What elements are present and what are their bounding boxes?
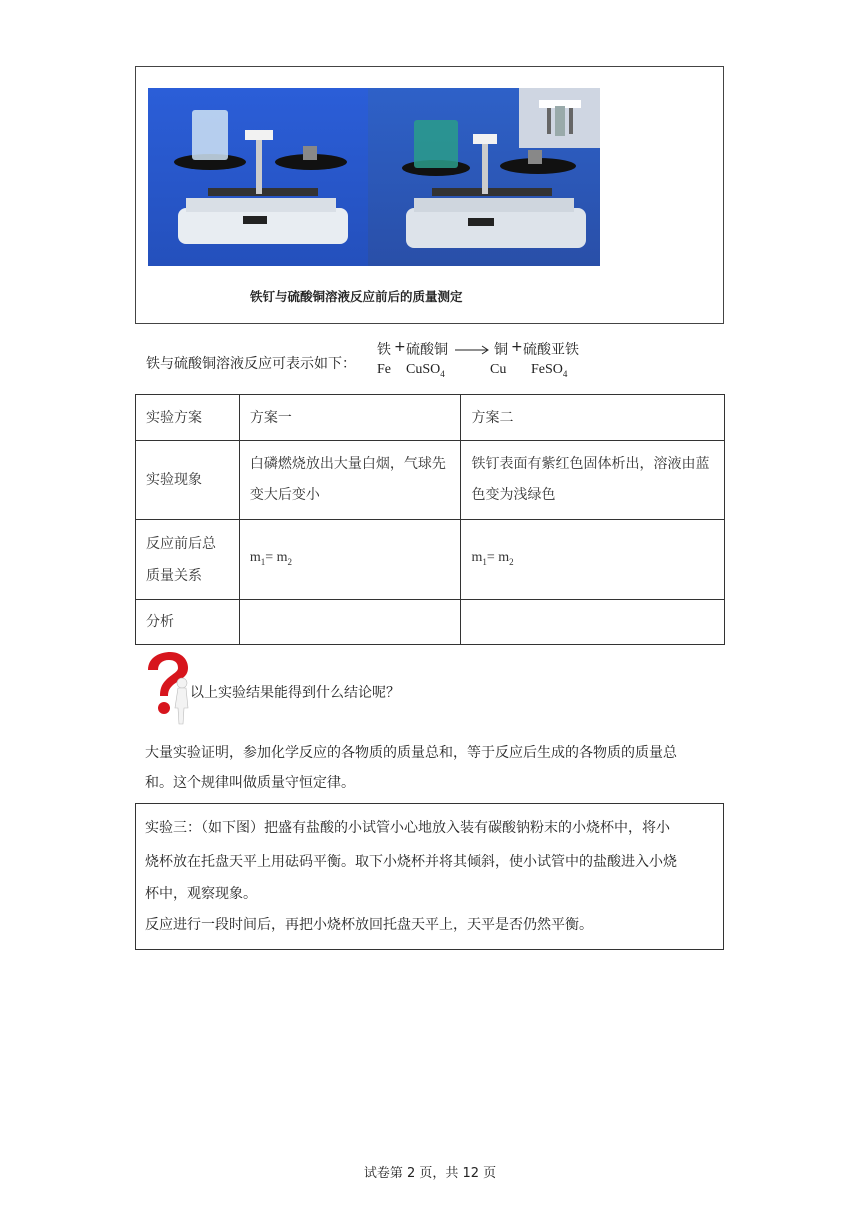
experiment-table [135, 394, 725, 645]
balance-photo [148, 88, 600, 266]
word-plus-1: + [394, 339, 406, 355]
row-label: 分析 [136, 600, 240, 645]
conclusion-line-2: 和。这个规律叫做质量守恒定律。 [145, 775, 355, 791]
row-label: 实验方案 [136, 395, 240, 441]
word-copper: 铜 [494, 342, 508, 358]
table-cell: 白磷燃烧放出大量白烟，气球先变大后变小 [239, 441, 461, 520]
word-iron: 铁 [377, 342, 391, 358]
question-mark-icon [142, 650, 192, 726]
page-footer: 试卷第 2 页，共 12 页 [363, 1166, 497, 1181]
table-cell: 方案二 [461, 395, 725, 441]
experiment3-line-1: 实验三：（如下图）把盛有盐酸的小试管小心地放入装有碳酸钠粉末的小烧杯中，将小 [145, 820, 670, 836]
table-row [136, 600, 725, 645]
table-cell: 铁钉表面有紫红色固体析出，溶液由蓝色变为浅绿色 [461, 441, 725, 520]
table-cell [239, 520, 461, 600]
equation-intro: 铁与硫酸铜溶液反应可表示如下： [146, 356, 356, 372]
conclusion-line-1: 大量实验证明，参加化学反应的各物质的质量总和，等于反应后生成的各物质的质量总 [145, 745, 677, 761]
experiment3-line-4: 反应进行一段时间后，再把小烧杯放回托盘天平上，天平是否仍然平衡。 [145, 917, 593, 933]
photo-caption: 铁钉与硫酸铜溶液反应前后的质量测定 [250, 289, 463, 304]
table-cell [461, 600, 725, 645]
mass-relation-2: $m_1= m_2$ [471, 550, 514, 567]
inset-photo [519, 88, 600, 148]
table-cell: 方案一 [239, 395, 461, 441]
formula-cu: Cu [490, 362, 507, 377]
word-ferrous-sulfate: 硫酸亚铁 [523, 342, 579, 358]
table-cell [461, 520, 725, 600]
formula-cuso4: CuSO$_4$ [406, 362, 445, 379]
word-copper-sulfate: 硫酸铜 [406, 342, 448, 358]
row-label: 实验现象 [136, 441, 240, 520]
table-row [136, 520, 725, 600]
experiment3-line-3: 杯中，观察现象。 [145, 886, 257, 902]
word-plus-2: + [511, 339, 523, 355]
row-label: 反应前后总质量关系 [136, 520, 240, 600]
table-row [136, 395, 725, 441]
question-text: 以上实验结果能得到什么结论呢？ [190, 685, 400, 701]
formula-fe: Fe [377, 362, 391, 377]
formula-feso4: FeSO$_4$ [531, 362, 568, 379]
experiment3-line-2: 烧杯放在托盘天平上用砝码平衡。取下小烧杯并将其倾斜，使小试管中的盐酸进入小烧 [145, 854, 677, 870]
table-row [136, 441, 725, 520]
nail-inset-illustration [519, 88, 600, 148]
table-cell [239, 600, 461, 645]
mass-relation-1: $m_1= m_2$ [249, 550, 293, 567]
reaction-arrow-icon [455, 344, 491, 356]
